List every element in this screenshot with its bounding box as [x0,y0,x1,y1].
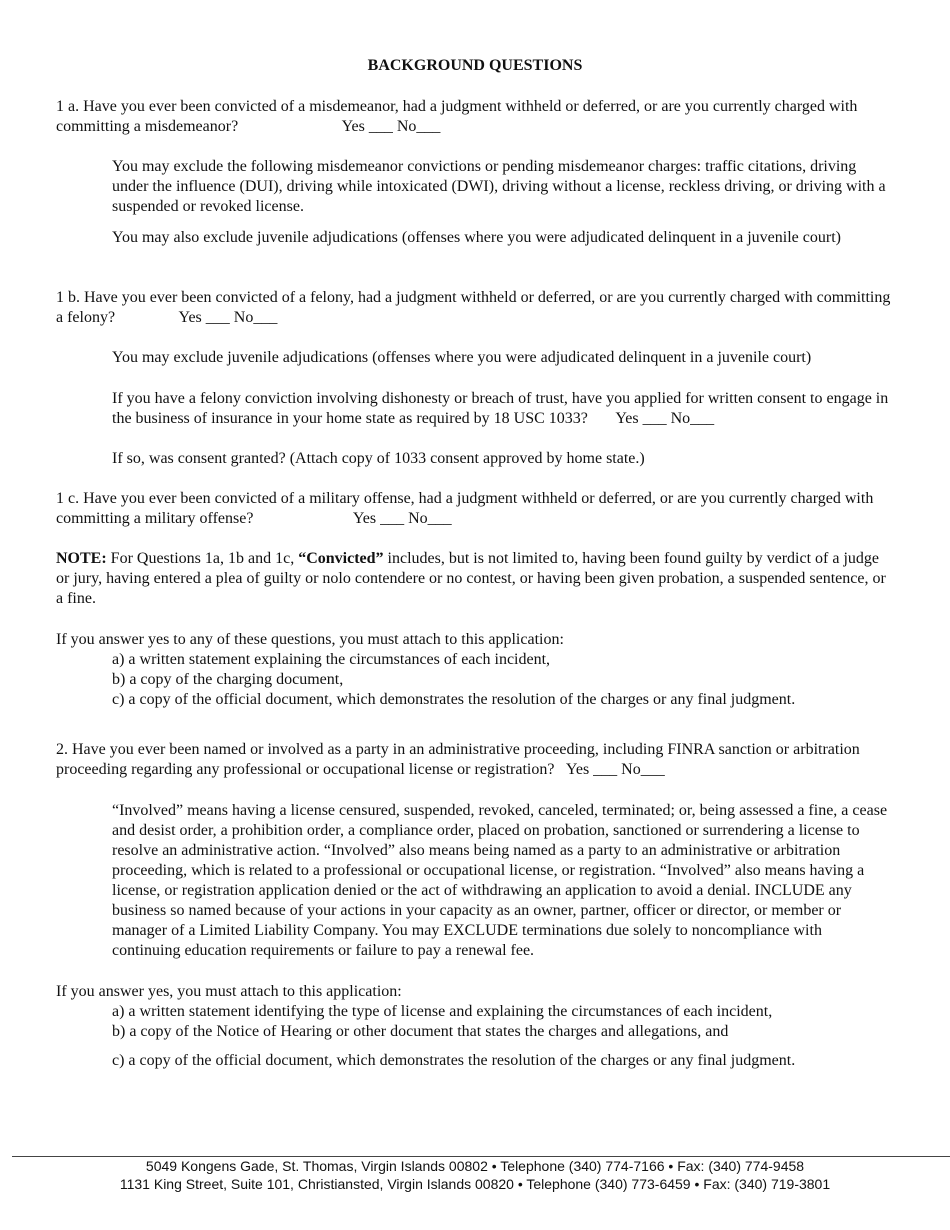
attachment-intro-1: If you answer yes to any of these questions, you must attach to this application: [56,631,564,648]
felony-consent-text: If you have a felony conviction involving dishonesty or breach of trust, have you applied for written consent to engage in the business of insurance in your home state as required by 18 USC 1033? [112,390,889,427]
question-1c [56,489,892,529]
question-2 [56,740,892,780]
page-title: BACKGROUND QUESTIONS [367,57,583,74]
question-1b-exclusion: You may exclude juvenile adjudications (offenses where you were adjudicated delinquent in a juvenile court) [112,349,812,366]
question-1b-felony-consent [112,389,894,429]
question-1a-yes-no: Yes ___ No___ [341,118,441,135]
question-1c-yes-no: Yes ___ No___ [352,510,452,527]
attachment-list-1 [112,650,894,710]
question-1a-text: 1 a. Have you ever been convicted of a misdemeanor, had a judgment withheld or deferred, or are you currently charged with committing a misdemeanor? [56,98,858,135]
question-2-text: 2. Have you ever been named or involved as a party in an administrative proceeding, including FINRA sanction or arbitration proceeding regarding any professional or occupational license or registration? [56,741,860,778]
list-item: a) a written statement explaining the circumstances of each incident, [112,651,551,668]
question-2-involved-definition: “Involved” means having a license censured, suspended, revoked, canceled, terminated; or, being assessed a fine, a cease and desist order, a prohibition order, a compliance order, placed on probation, sanctioned or surrendering a license to resolve an administrative action. “Involved” also means being named as a party to an administrative or arbitration proceeding, which is related to a professional or occupational license, or registration. “Involved” also means having a license, or registration application denied or the act of withdrawing an application to avoid a denial. INCLUDE any business so named because of your actions in your capacity as an owner, partner, officer or director, or member or manager of a Limited Liability Company. You may EXCLUDE terminations due solely to noncompliance with continuing education requirements or failure to pay a renewal fee. [112,802,888,959]
question-1c-text: 1 c. Have you ever been convicted of a military offense, had a judgment withheld or deferred, or are you currently charged with committing a military offense? [56,490,874,527]
attachment-intro-2: If you answer yes, you must attach to this application: [56,983,402,1000]
question-1b-consent-granted: If so, was consent granted? (Attach copy of 1033 consent approved by home state.) [112,450,645,467]
question-2-yes-no: Yes ___ No___ [565,761,665,778]
list-item: b) a copy of the Notice of Hearing or other document that states the charges and allegations, and [112,1023,729,1040]
question-1b [56,288,892,328]
felony-consent-yes-no: Yes ___ No___ [615,410,715,427]
question-1b-yes-no: Yes ___ No___ [178,309,278,326]
list-item: a) a written statement identifying the type of license and explaining the circumstances of each incident, [112,1003,773,1020]
question-1b-text: 1 b. Have you ever been convicted of a felony, had a judgment withheld or deferred, or are you currently charged with committing a felony? [56,289,891,326]
note-post: includes, but is not limited to, having been found guilty by verdict of a judge or jury, having entered a plea of guilty or nolo contendere or no contest, or having been given probation, a suspended sentence, or a fine. [56,550,886,607]
question-1a-exclusion-1: You may exclude the following misdemeanor convictions or pending misdemeanor charges: traffic citations, driving under the influence (DUI), driving while intoxicated (DWI), driving without a license, reckless driving, or driving with a suspended or revoked license. [112,158,886,215]
footer-address-2: 1131 King Street, Suite 101, Christiansted, Virgin Islands 00820 • Telephone (340) 773-6459 • Fax: (340) 719-3801 [119,1176,831,1192]
note-term: “Convicted” [298,550,384,567]
note-pre: For Questions 1a, 1b and 1c, [106,550,299,567]
list-item: b) a copy of the charging document, [112,671,344,688]
question-1a-exclusion-2: You may also exclude juvenile adjudications (offenses where you were adjudicated delinquent in a juvenile court) [112,229,841,246]
question-1a [56,97,892,137]
list-item: c) a copy of the official document, which demonstrates the resolution of the charges or any final judgment. [112,691,796,708]
attachment-list-2 [112,1002,894,1042]
note-paragraph [56,549,892,609]
list-item: c) a copy of the official document, which demonstrates the resolution of the charges or any final judgment. [112,1052,796,1069]
note-label: NOTE: [56,550,107,567]
footer-address-1: 5049 Kongens Gade, St. Thomas, Virgin Islands 00802 • Telephone (340) 774-7166 • Fax: (340) 774-9458 [145,1158,805,1174]
